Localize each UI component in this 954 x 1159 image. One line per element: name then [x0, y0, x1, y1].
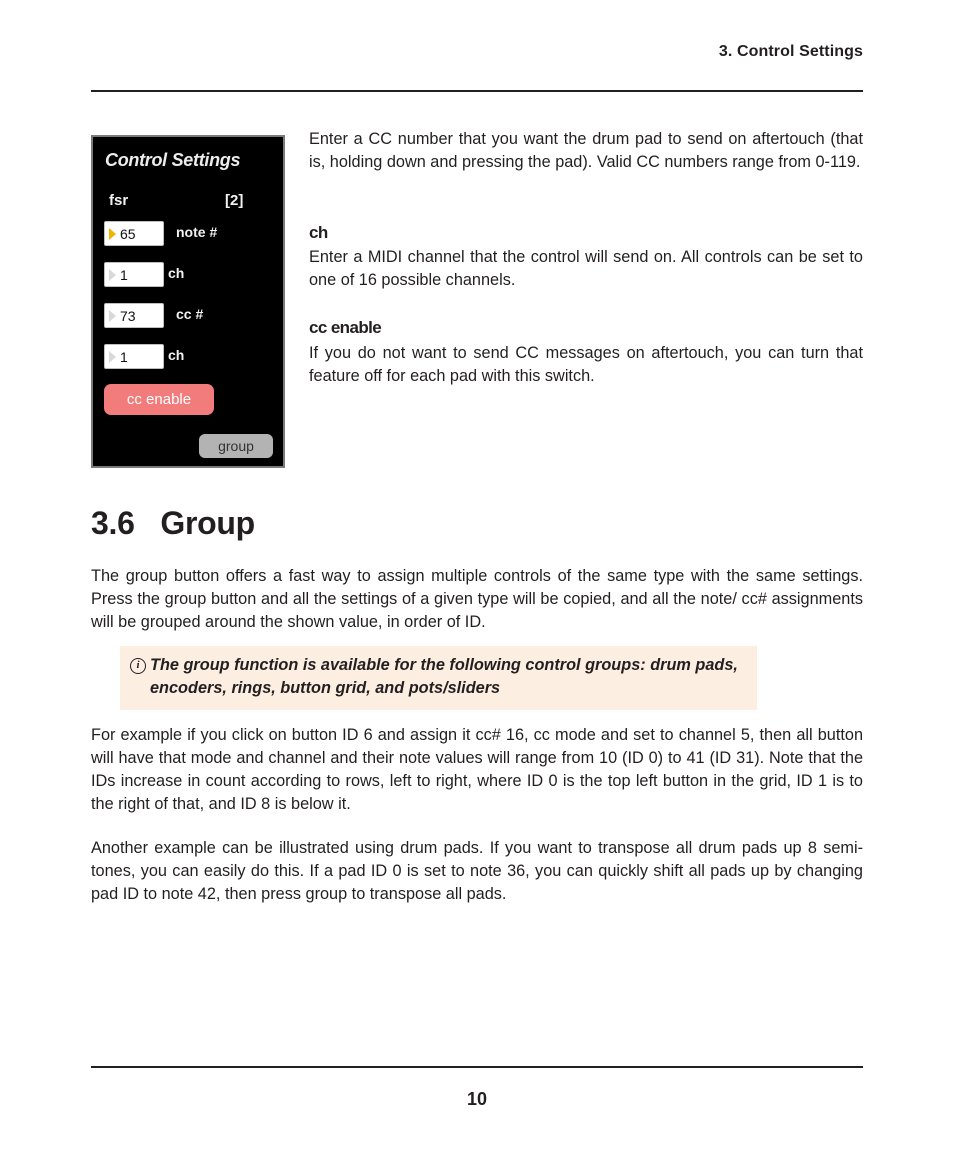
cc-number-value: 73: [120, 308, 136, 324]
example-paragraph-1: For example if you click on button ID 6 and assign it cc# 16, cc mode and set to channel 5, then all button will have that mode and channel and their note values will range from 10 (ID 0) to 41 (ID 31). Note that the IDs increase in count according to rows, left to right, where ID 0 is the top left button in the grid, ID 1 is to the right of that, and ID 8 is below it.: [91, 726, 863, 813]
note-number-box[interactable]: [104, 221, 164, 246]
panel-row-index: [2]: [225, 192, 244, 209]
ch-term: ch: [309, 223, 328, 242]
note-number-value: 65: [120, 226, 136, 242]
ch-description: Enter a MIDI channel that the control will send on. All controls can be set to one of 16 possible channels.: [309, 248, 863, 289]
note-number-label: note #: [176, 224, 218, 240]
footer-rule: [91, 1066, 863, 1068]
triangle-right-icon: [109, 228, 116, 240]
cc-channel-value: 1: [120, 349, 128, 365]
cc-number-description: Enter a CC number that you want the drum pad to send on aftertouch (that is, holding down and pressing the pad). Valid CC numbers range from 0-119.: [309, 130, 863, 171]
control-settings-panel: [91, 135, 285, 468]
note-channel-box[interactable]: [104, 262, 164, 287]
triangle-right-icon: [109, 351, 116, 363]
cc-enable-description: If you do not want to send CC messages on aftertouch, you can turn that feature off for each pad with this switch.: [309, 344, 863, 385]
panel-row-label: fsr: [109, 192, 129, 209]
panel-title: Control Settings: [105, 150, 241, 170]
cc-enable-term: cc enable: [309, 318, 382, 337]
example-paragraph-2: Another example can be illustrated using drum pads. If you want to transpose all drum pads up 8 semi-tones, you can easily do this. If a pad ID 0 is set to note 36, you can quickly shift all pads up by changing pad ID to note 42, then press group to transpose all pads.: [91, 839, 863, 903]
cc-enable-button[interactable]: cc enable: [104, 384, 214, 415]
note-callout: [120, 646, 757, 710]
group-intro-paragraph: The group button offers a fast way to assign multiple controls of the same type with the same settings. Press the group button and all the settings of a given type will be copied, and all the note/ cc# assignments will be grouped around the shown value, in order of ID.: [91, 567, 863, 631]
triangle-right-icon: [109, 269, 116, 281]
group-button[interactable]: group: [199, 434, 273, 458]
cc-number-box[interactable]: [104, 303, 164, 328]
note-text: The group function is available for the following control groups: drum pads, encoders, rings, button grid, and pots/sliders: [150, 656, 738, 697]
note-channel-value: 1: [120, 267, 128, 283]
cc-channel-label: ch: [168, 347, 185, 363]
page-number: 10: [466, 1089, 488, 1109]
running-head: 3. Control Settings: [718, 43, 863, 60]
cc-channel-box[interactable]: [104, 344, 164, 369]
header-rule: [91, 90, 863, 92]
info-icon: i: [130, 658, 146, 674]
note-channel-label: ch: [168, 265, 185, 281]
cc-number-label: cc #: [176, 306, 204, 322]
triangle-right-icon: [109, 310, 116, 322]
section-title: 3.6 Group: [91, 505, 255, 541]
